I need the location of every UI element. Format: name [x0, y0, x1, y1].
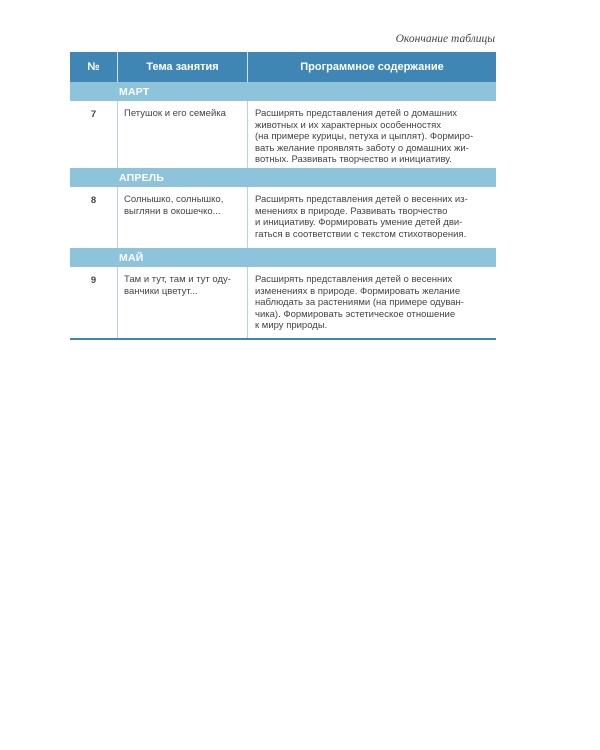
month-march: МАРТ [70, 82, 496, 101]
content-line: к миру природы. [255, 320, 328, 331]
row-number: 7 [90, 109, 97, 120]
content-line: и инициативу. Формировать умение детей дви- [255, 217, 463, 228]
content-line: Расширять представления детей о домашних [255, 108, 458, 119]
table-row [70, 187, 496, 248]
topic-line: Солнышко, солнышко, [124, 194, 224, 205]
content-line: менениях в природе. Развивать творчество [255, 205, 448, 217]
row-topic [117, 187, 248, 248]
table-row [70, 101, 496, 168]
row-number: 9 [90, 275, 97, 286]
topic-line: выгляни в окошечко... [124, 205, 221, 217]
content-line: гаться в соответствии с текстом стихотворения. [255, 228, 467, 240]
content-line: вать желание проявлять заботу о домашних жи- [255, 142, 469, 154]
month-april: АПРЕЛЬ [70, 168, 496, 187]
content-line: Расширять представления детей о весенних [255, 274, 453, 285]
content-line: Расширять представления детей о весенних из- [255, 194, 468, 205]
table-caption: Окончание таблицы [395, 33, 495, 45]
header-number: № [87, 61, 100, 73]
content-line: наблюдать за растениями (на примере одуван- [255, 297, 464, 308]
content-line: чика). Формировать эстетическое отношение [255, 308, 456, 320]
content-line: изменениях в природе. Формировать желание [255, 285, 461, 297]
lesson-table [70, 52, 496, 340]
content-line: (на примере курицы, петуха и цыплят). Формиро- [255, 131, 474, 142]
month-may: МАЙ [70, 248, 496, 267]
row-topic [117, 101, 248, 168]
content-line: животных и их характерных особенностях [255, 119, 441, 131]
header-content: Программное содержание [300, 61, 444, 73]
content-line: вотных. Развивать творчество и инициативу. [255, 154, 452, 165]
topic-line: ванчики цветут... [124, 285, 198, 297]
table-row [70, 267, 496, 338]
row-number: 8 [90, 195, 97, 206]
topic-line: Там и тут, там и тут оду- [124, 274, 231, 285]
topic-line: Петушок и его семейка [124, 108, 226, 119]
row-content [248, 101, 496, 168]
row-content [248, 187, 496, 248]
row-topic [117, 267, 248, 338]
header-topic: Тема занятия [117, 52, 248, 82]
table-header [70, 52, 496, 82]
row-content [248, 267, 496, 338]
